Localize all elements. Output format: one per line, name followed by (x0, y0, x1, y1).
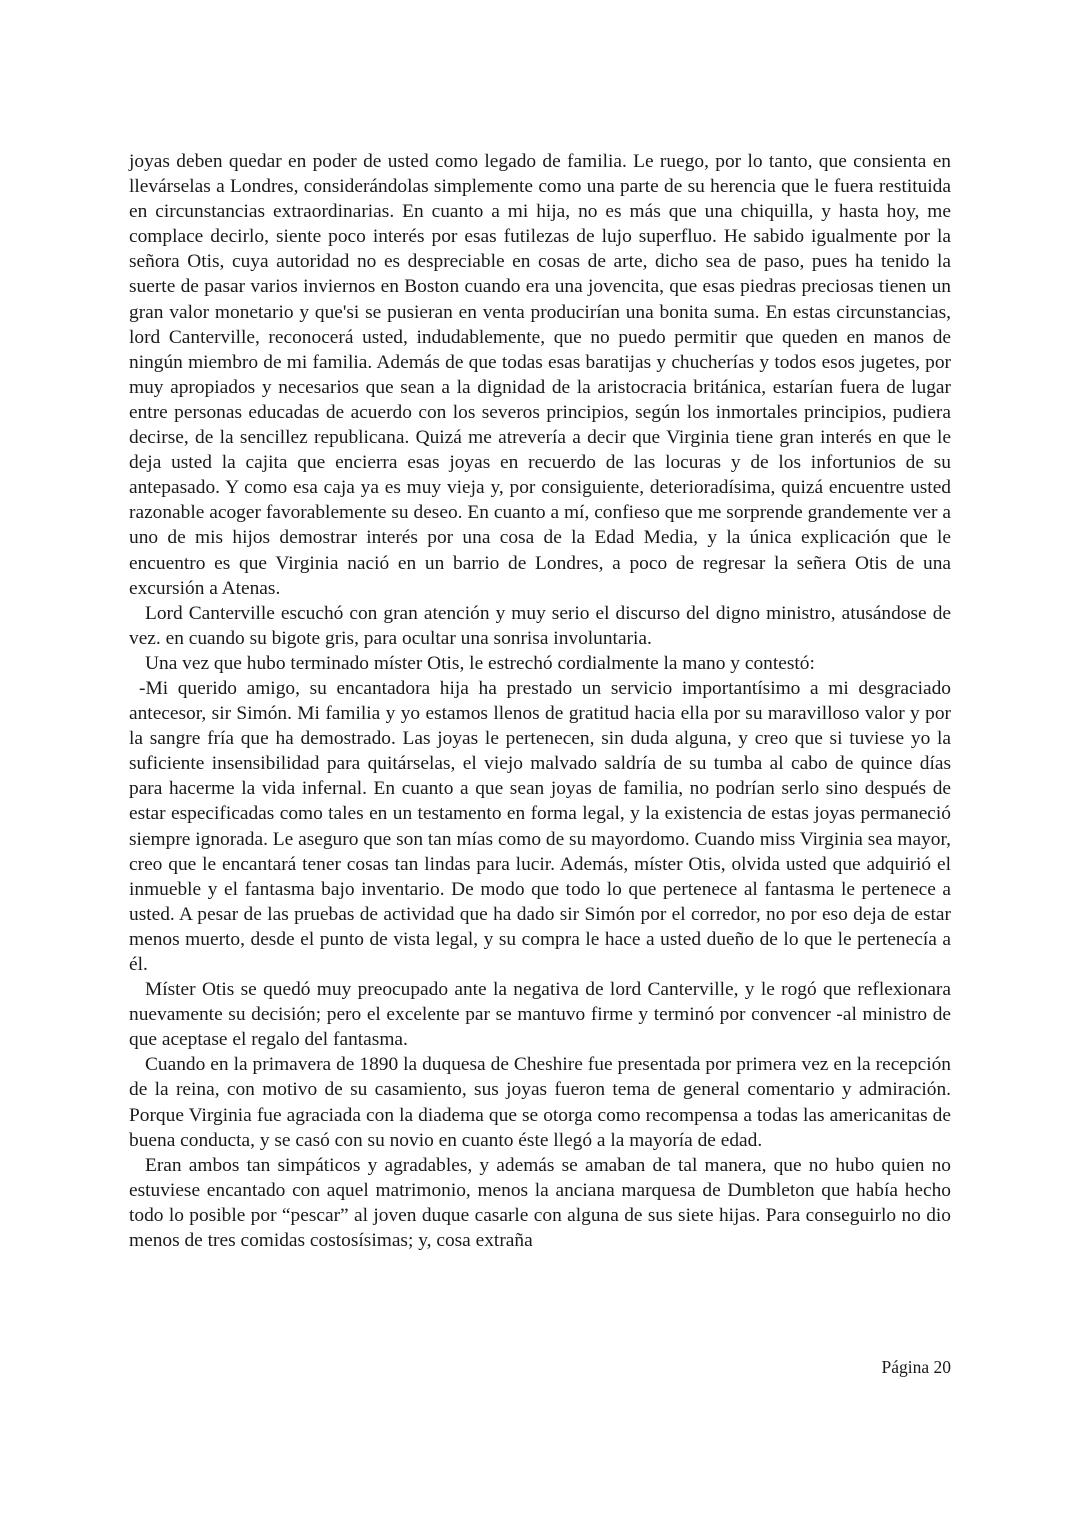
page-body (129, 149, 951, 1253)
paragraph-3: Una vez que hubo terminado míster Otis, le estrechó cordialmente la mano y contestó: (145, 652, 815, 674)
paragraph-7: Eran ambos tan simpáticos y agradables, y además se amaban de tal manera, que no hubo quien no estuviese encantado con aquel matrimonio, menos la anciana marquesa de Dumbleton que había hecho todo lo posible por “pescar” al joven duque casarle con alguna de sus siete hijas. Para conseguirlo no dio menos de tres comidas costosísimas; y, cosa extraña (129, 1154, 951, 1252)
paragraph-5: Míster Otis se quedó muy preocupado ante la negativa de lord Canterville, y le rogó que reflexionara nuevamente su decisión; pero el excelente par se mantuvo firme y terminó por convencer -al ministro de que aceptase el regalo del fantasma. (129, 979, 951, 1051)
page-number: Página 20 (881, 1357, 951, 1377)
paragraph-4: -Mi querido amigo, su encantadora hija ha prestado un servicio importantísimo a mi desgraciado antecesor, sir Simón. Mi familia y yo estamos llenos de gratitud hacia ella por su maravilloso valor y por la sangre fría que ha demostrado. Las joyas le pertenecen, sin duda alguna, y creo que si tuviese yo la suficiente insensibilidad para quitárselas, el viejo malvado saldría de su tumba al cabo de quince días para hacerme la vida infernal. En cuanto a que sean joyas de familia, no podrían serlo sino después de estar especificadas como tales en un testamento en forma legal, y la existencia de estas joyas permaneció siempre ignorada. Le aseguro que son tan mías como de su mayordomo. Cuando miss Virginia sea mayor, creo que le encantará tener cosas tan lindas para lucir. Además, míster Otis, olvida usted que adquirió el inmueble y el fantasma bajo inventario. De modo que todo lo que pertenece al fantasma le pertenece a usted. A pesar de las pruebas de actividad que ha dado sir Simón por el corredor, no por eso deja de estar menos muerto, desde el punto de vista legal, y su compra le hace a usted dueño de lo que le pertenecía a él. (129, 677, 951, 975)
paragraph-1: joyas deben quedar en poder de usted como legado de familia. Le ruego, por lo tanto, que consienta en llevárselas a Londres, considerándolas simplemente como una parte de su herencia que le fuera restituida en circunstancias extraordinarias. En cuanto a mi hija, no es más que una chiquilla, y hasta hoy, me complace decirlo, siente poco interés por esas futilezas de lujo superfluo. He sabido igualmente por la señora Otis, cuya autoridad no es despreciable en cosas de arte, dicho sea de paso, pues ha tenido la suerte de pasar varios inviernos en Boston cuando era una jovencita, que esas piedras preciosas tienen un gran valor monetario y que'si se pusieran en venta producirían una bonita suma. En estas circunstancias, lord Canterville, reconocerá usted, indudablemente, que no puedo permitir que queden en manos de ningún miembro de mi familia. Además de que todas esas baratijas y chucherías y todos esos jugetes, por muy apropiados y necesarios que sean a la dignidad de la aristocracia británica, estarían fuera de lugar entre personas educadas de acuerdo con los severos principios, según los inmortales principios, pudiera decirse, de la sencillez republicana. Quizá me atrevería a decir que Virginia tiene gran interés en que le deja usted la cajita que encierra esas joyas en recuerdo de las locuras y de los infortunios de su antepasado. Y como esa caja ya es muy vieja y, por consiguiente, deterioradísima, quizá encuentre usted razonable acoger favorablemente su deseo. En cuanto a mí, confieso que me sorprende grandemente ver a uno de mis hijos demostrar interés por una cosa de la Edad Media, y la única explicación que le encuentro es que Virginia nació en un barrio de Londres, a poco de regresar la señera Otis de una excursión a Atenas. (129, 151, 951, 599)
paragraph-2: Lord Canterville escuchó con gran atención y muy serio el discurso del digno ministro, atusándose de vez. en cuando su bigote gris, para ocultar una sonrisa involuntaria. (129, 602, 951, 649)
paragraph-6: Cuando en la primavera de 1890 la duquesa de Cheshire fue presentada por primera vez en la recepción de la reina, con motivo de su casamiento, sus joyas fueron tema de general comentario y admiración. Porque Virginia fue agraciada con la diadema que se otorga como recompensa a todas las americanitas de buena conducta, y se casó con su novio en cuanto éste llegó a la mayoría de edad. (129, 1054, 951, 1151)
